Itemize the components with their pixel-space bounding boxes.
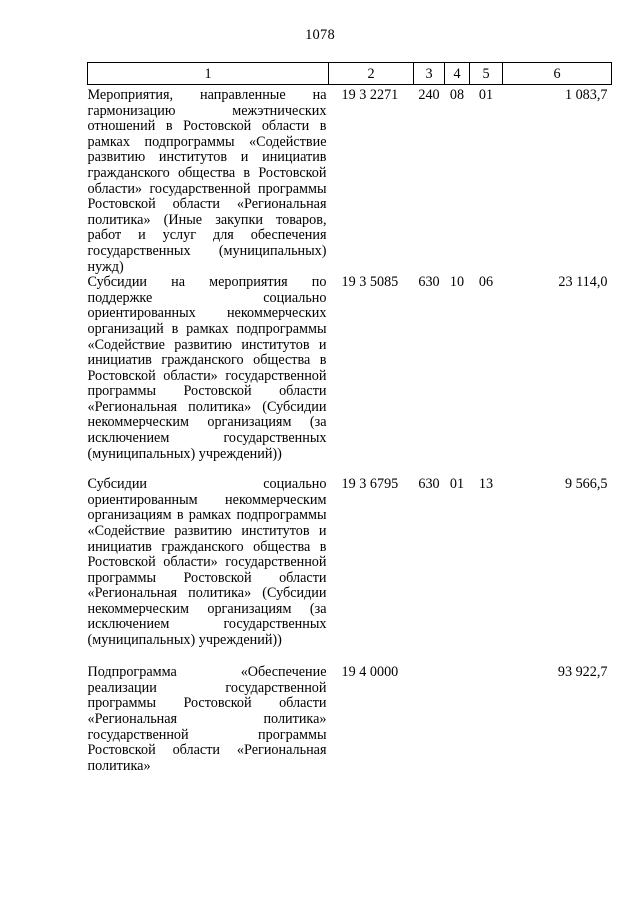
page-number: 1078 [305,27,335,43]
column-header-4: 4 [445,63,470,85]
column-header-5: 5 [470,63,503,85]
row-amount: 1 083,7 [564,87,608,103]
row-target-code: 19 4 0000 [341,664,399,681]
row-description: Субсидии на мероприятия по поддержке социально ориентированных некоммерческих организаций в рамках подпрограммы «Содействие развитию институтов и инициатив гражданского общества в Ростовской области» государственной программы Ростовской области «Региональная политика» (Субсидии некоммерческим организациям (за исключением государственных (муниципальных) учреждений)) [87,274,327,462]
row-col-4 [445,665,470,775]
row-description: Мероприятия, направленные на гармонизацию межэтнических отношений в Ростовской области в рамках подпрограммы «Содействие развитию институтов и инициатив гражданского общества в Ростовской области» государственной программы Ростовской области «Региональная политика» (Иные закупки товаров, работ и услуг для обеспечения государственных (муниципальных) нужд) [87,87,327,275]
row-col-4: 10 [449,274,465,291]
column-header-3: 3 [414,63,445,85]
row-target-code: 19 3 6795 [341,476,399,493]
table-row [88,477,612,665]
table-row [88,275,612,477]
row-target-code: 19 3 5085 [341,274,399,291]
table-row [88,85,612,276]
row-col-3: 240 [418,87,440,103]
row-col-5: 13 [478,476,494,493]
row-col-5: 01 [478,87,494,103]
row-col-3 [414,665,445,775]
row-description: Субсидии социально ориентированным некоммерческим организациям в рамках подпрограммы «Содействие развитию институтов и инициатив гражданского общества в Ростовской области» государственной программы Ростовской области «Региональная политика» (Субсидии некоммерческим организациям (за исключением государственных (муниципальных) учреждений)) [87,476,327,649]
table-row [88,665,612,775]
row-description: Подпрограмма «Обеспечение реализации государственной программы Ростовской области «Региональная политика» государственной программы Ростовской области «Региональная политика» [87,664,327,774]
row-col-4: 08 [449,87,465,103]
row-col-3: 630 [418,274,440,291]
table-header-row [88,63,612,85]
row-col-5 [470,665,503,775]
row-target-code: 19 3 2271 [341,87,399,103]
column-header-1: 1 [88,63,329,85]
row-col-4: 01 [449,476,465,493]
row-col-5: 06 [478,274,494,291]
row-col-3: 630 [418,476,440,493]
row-amount: 93 922,7 [557,664,608,681]
column-header-6: 6 [503,63,612,85]
row-amount: 9 566,5 [564,476,608,493]
budget-table [87,62,612,775]
column-header-2: 2 [329,63,414,85]
row-amount: 23 114,0 [558,274,608,291]
